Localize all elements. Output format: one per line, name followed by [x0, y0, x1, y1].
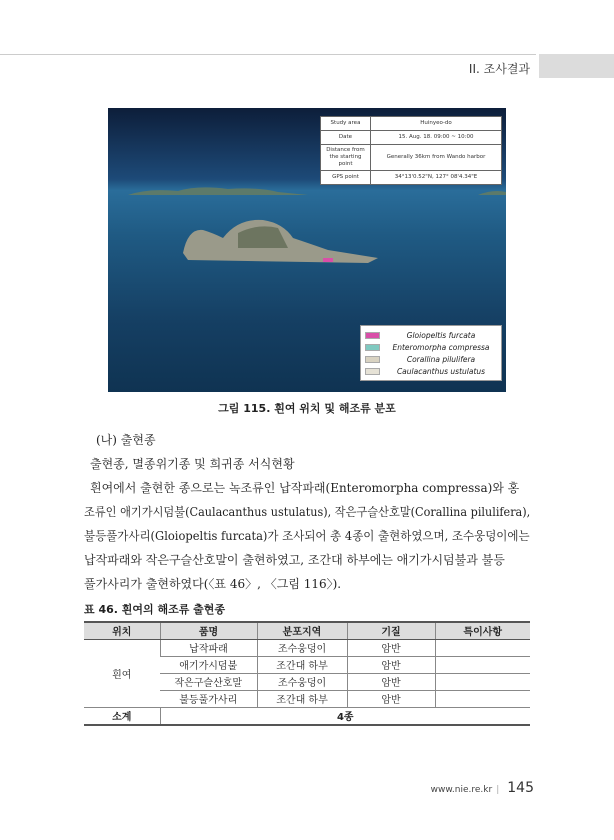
location-cell: 흰여	[84, 639, 160, 707]
text-cell	[435, 656, 530, 673]
paragraph-line: 조류인 애기가시덤불(Caulacanthus ustulatus), 작은구슬산호말(Corallina pilulifera),	[84, 505, 531, 519]
info-label: GPS point	[321, 171, 371, 185]
info-value: Huinyeo-do	[371, 117, 502, 131]
site-url: www.nie.re.kr	[430, 785, 493, 795]
header-tab	[539, 54, 614, 78]
island-aerial-photo	[108, 108, 506, 392]
figure-caption: 그림 115. 흰여 위치 및 해조류 분포	[218, 402, 396, 415]
text-cell: 조수웅덩이	[257, 639, 347, 656]
legend-label: Enteromorpha compressa	[392, 342, 490, 352]
text-cell: 암반	[347, 639, 435, 656]
text-cell: 납작파래	[160, 639, 257, 656]
paragraph-line: 풀가사리가 출현하였다(〈표 46〉, 〈그림 116〉).	[84, 577, 342, 591]
species-table	[84, 621, 530, 726]
swatch-beige	[365, 356, 380, 363]
page-footer	[431, 780, 534, 796]
body-text	[84, 428, 530, 596]
text-cell: 애기가시덤불	[160, 656, 257, 673]
sum-label: 소계	[84, 707, 160, 725]
text-cell: 불등풀가사리	[160, 690, 257, 707]
legend-label: Gloiopeltis furcata	[406, 330, 476, 340]
header-cell: 기질	[347, 622, 435, 639]
text-cell: 암반	[347, 690, 435, 707]
footer-separator: |	[496, 785, 500, 795]
text-cell	[435, 690, 530, 707]
header-rule	[0, 54, 536, 55]
sum-value: 4종	[160, 707, 530, 725]
text-cell	[435, 673, 530, 690]
paragraph-line: 불등풀가사리(Gloiopeltis furcata)가 조사되어 총 4종이 출현하였으며, 조수웅덩이에는	[84, 529, 530, 543]
header-cell: 품명	[160, 622, 257, 639]
subheading: 출현종, 멸종위기종 및 희귀종 서식현황	[90, 457, 295, 471]
island-shape	[178, 208, 378, 268]
page-number: 145	[507, 780, 534, 796]
legend-item	[365, 365, 497, 377]
section-title: II. 조사결과	[468, 62, 530, 76]
header-cell: 위치	[84, 622, 160, 639]
info-label: Date	[321, 131, 371, 145]
swatch-teal	[365, 344, 380, 351]
legend-label: Caulacanthus ustulatus	[396, 366, 486, 376]
text-cell: 조간대 하부	[257, 656, 347, 673]
species-legend	[360, 325, 502, 381]
info-value: 15. Aug. 18. 09:00 ~ 10:00	[371, 131, 502, 145]
header-cell: 분포지역	[257, 622, 347, 639]
legend-item	[365, 353, 497, 365]
survey-info-table	[320, 116, 502, 185]
table-sum-row	[84, 707, 530, 725]
info-value: Generally 36km from Wando harbor	[371, 145, 502, 171]
swatch-light	[365, 368, 380, 375]
text-cell: 조수웅덩이	[257, 673, 347, 690]
heading: (나) 출현종	[96, 433, 156, 447]
text-cell: 작은구슬산호말	[160, 673, 257, 690]
swatch-pink	[365, 332, 380, 339]
text-cell: 조간대 하부	[257, 690, 347, 707]
table-row	[84, 639, 530, 656]
legend-label: Corallina pilulifera	[406, 354, 476, 364]
header-cell: 특이사항	[435, 622, 530, 639]
paragraph-line: 흰여에서 출현한 종으로는 녹조류인 납작파래(Enteromorpha compressa)와 홍	[90, 481, 520, 495]
legend-item	[365, 329, 497, 341]
text-cell	[435, 639, 530, 656]
table-header	[84, 622, 530, 639]
text-cell: 암반	[347, 656, 435, 673]
info-value: 34°13'0.52"N, 127° 08'4.34"E	[371, 171, 502, 185]
table-title: 표 46. 흰여의 해조류 출현종	[84, 603, 226, 616]
paragraph-line: 납작파래와 작은구슬산호말이 출현하였고, 조간대 하부에는 애기가시덤불과 불등	[84, 553, 505, 567]
text-cell: 암반	[347, 673, 435, 690]
legend-item	[365, 341, 497, 353]
info-label: Study area	[321, 117, 371, 131]
info-label: Distance from the starting point	[321, 145, 371, 171]
